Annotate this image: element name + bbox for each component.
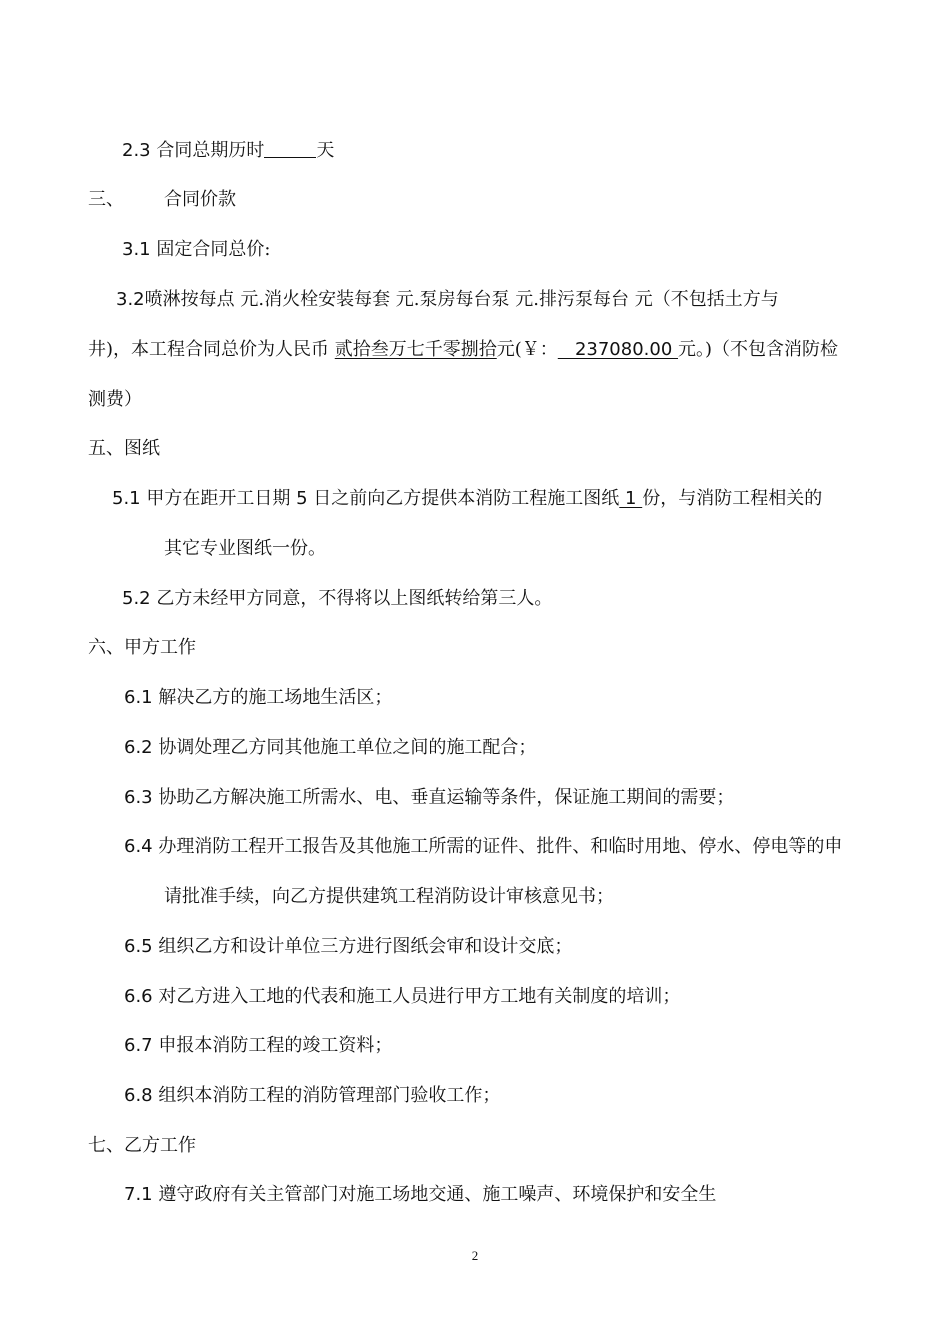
clause-6-3: 6.3 协助乙方解决施工所需水、电、垂直运输等条件，保证施工期间的需要； — [124, 787, 735, 808]
page-number: 2 — [471, 1248, 479, 1263]
clause-6-2: 6.2 协调处理乙方同其他施工单位之间的施工配合； — [124, 737, 537, 758]
heading-5: 五、图纸 — [88, 438, 160, 459]
total-amount: 237080.00 — [557, 339, 679, 360]
clause-3-1: 3.1 固定合同总价: — [122, 239, 271, 260]
clause-6-8: 6.8 组织本消防工程的消防管理部门验收工作； — [124, 1085, 501, 1106]
clause-5-1-line-2: 其它专业图纸一份。 — [164, 538, 326, 559]
clause-3-2-line-3: 测费） — [88, 389, 142, 410]
clause-3-2-line-1: 3.2喷淋按每点 元.消火栓安装每套 元.泵房每台泵 元.排污泵每台 元（不包括土方与 — [116, 289, 779, 310]
heading-3: 三、 合同价款 — [88, 189, 236, 210]
heading-6: 六、甲方工作 — [88, 637, 196, 658]
heading-7: 七、乙方工作 — [88, 1135, 196, 1156]
clause-6-6: 6.6 对乙方进入工地的代表和施工人员进行甲方工地有关制度的培训； — [124, 986, 681, 1007]
clause-3-2-line-2: 井)，本工程合同总价为人民币 贰拾叁万七千零捌拾元(￥： 237080.00 元。)（不包含消防检 — [88, 339, 839, 360]
blank-days — [264, 139, 316, 158]
clause-6-1: 6.1 解决乙方的施工场地生活区； — [124, 687, 393, 708]
clause-6-4-line-2: 请批准手续，向乙方提供建筑工程消防设计审核意见书； — [164, 886, 614, 907]
clause-5-1-line-1: 5.1 甲方在距开工日期 5 日之前向乙方提供本消防工程施工图纸 1 份，与消防工程相关的 — [112, 488, 823, 509]
clause-6-5: 6.5 组织乙方和设计单位三方进行图纸会审和设计交底； — [124, 936, 573, 957]
clause-7-1: 7.1 遵守政府有关主管部门对施工场地交通、施工噪声、环境保护和安全生 — [124, 1184, 717, 1205]
clause-2-3: 2.3 合同总期历时 天 — [122, 140, 335, 161]
clause-5-2: 5.2 乙方未经甲方同意，不得将以上图纸转给第三人。 — [122, 588, 553, 609]
clause-6-4-line-1: 6.4 办理消防工程开工报告及其他施工所需的证件、批件、和临时用地、停水、停电等的申 — [124, 836, 843, 857]
clause-6-7: 6.7 申报本消防工程的竣工资料； — [124, 1035, 393, 1056]
